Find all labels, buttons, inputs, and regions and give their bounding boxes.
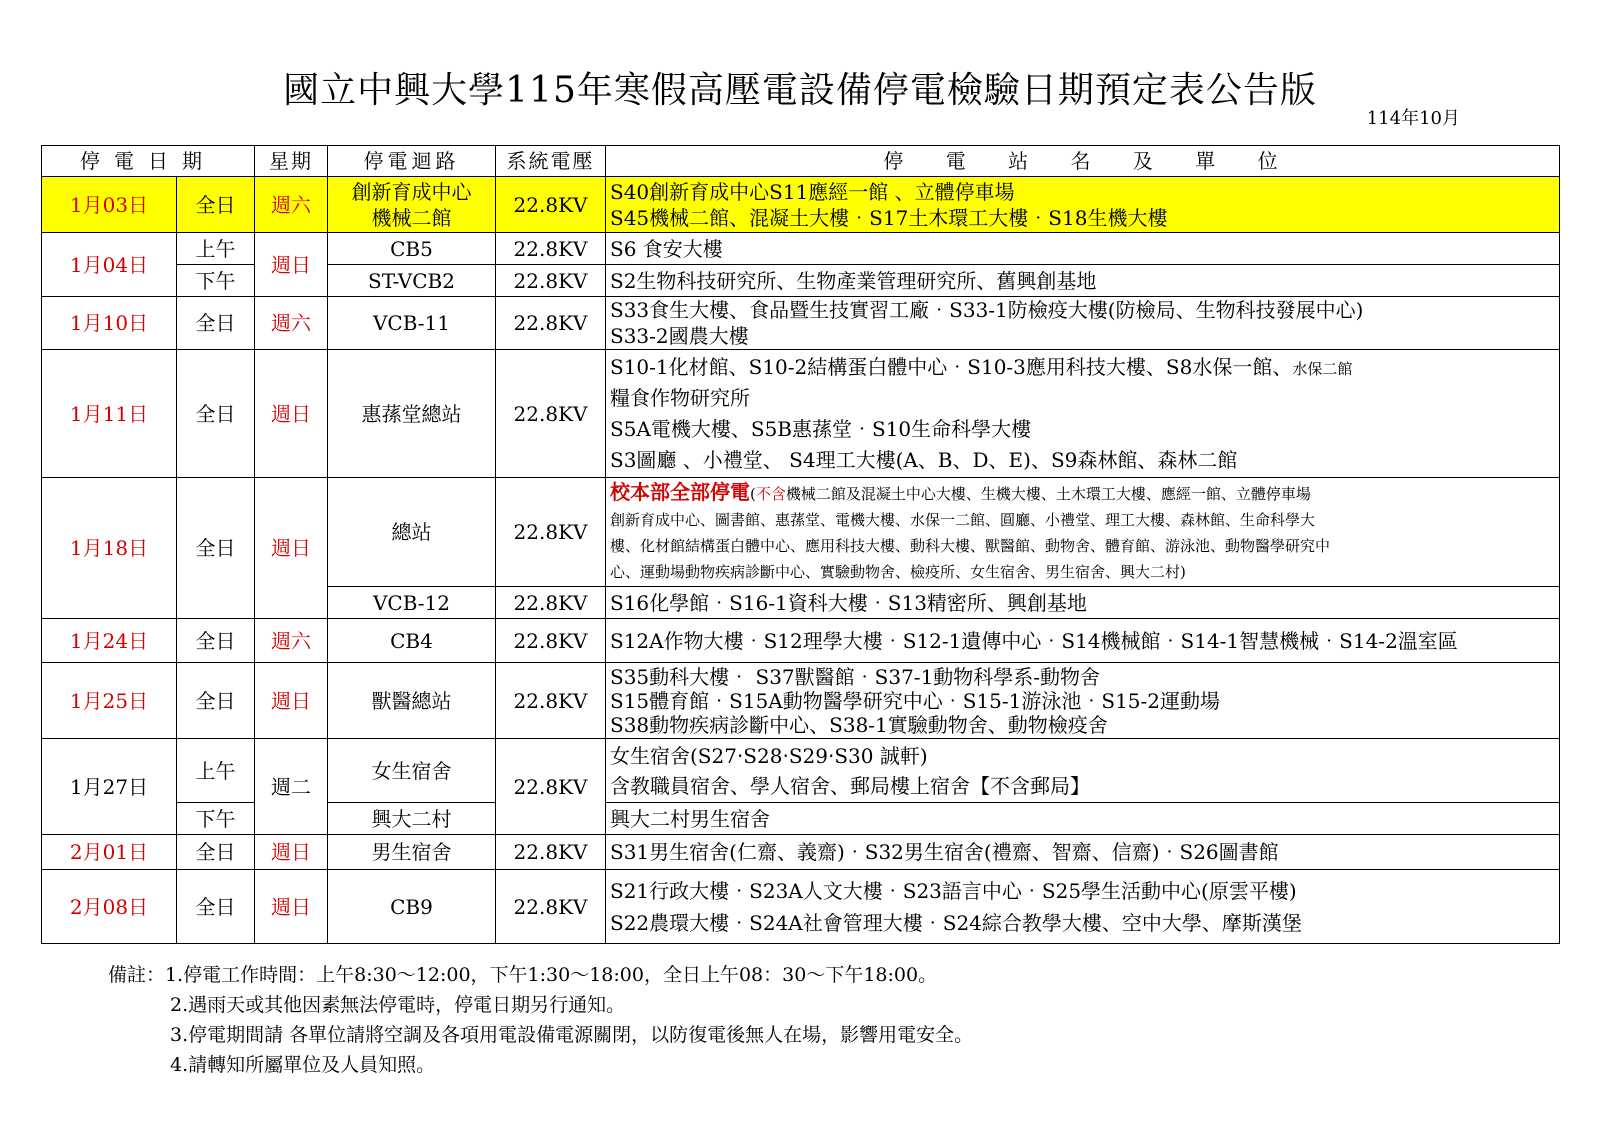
remarks [108,960,973,1080]
voltage-cell: 22.8KV [496,177,606,233]
stations-cell: S35動科大樓‧ S37獸醫館‧S37-1動物科學系-動物舍 S15體育館‧S15A動物醫學研究中心‧S15-1游泳池‧S15-2運動場 S38動物疾病診斷中心、S38-1實驗動物舍、動物檢疫舍 [606,663,1560,739]
table-row [42,478,1560,587]
voltage-cell: 22.8KV [496,265,606,297]
table-row [42,663,1560,739]
date-cell: 1月04日 [42,233,177,297]
stations-cell: 興大二村男生宿舍 [606,803,1560,835]
remark-3: 3.停電期間請 各單位請將空調及各項用電設備電源關閉，以防復電後無人在場，影響用電安全。 [170,1024,974,1046]
period-cell: 全日 [177,870,255,944]
circuit-cell: VCB-12 [328,587,496,619]
header-voltage: 系統電壓 [496,146,606,177]
date-cell: 1月03日 [42,177,177,233]
weekday-cell: 週日 [255,233,328,297]
date-cell: 1月18日 [42,478,177,619]
period-cell: 全日 [177,619,255,663]
circuit-cell: CB5 [328,233,496,265]
weekday-cell: 週六 [255,619,328,663]
circuit-cell: 總站 [328,478,496,587]
circuit-cell: 女生宿舍 [328,739,496,803]
period-cell: 全日 [177,297,255,350]
table-row [42,350,1560,478]
table-row [42,870,1560,944]
period-cell: 全日 [177,350,255,478]
weekday-cell: 週六 [255,177,328,233]
period-cell: 全日 [177,177,255,233]
weekday-cell: 週二 [255,739,328,835]
table-header [42,146,1560,177]
weekday-cell: 週日 [255,350,328,478]
weekday-cell: 週日 [255,478,328,619]
publish-date: 114年10月 [1366,108,1460,129]
circuit-cell: 創新育成中心 機械二館 [328,177,496,233]
stations-cell: 女生宿舍(S27‧S28‧S29‧S30 誠軒) 含教職員宿舍、學人宿舍、郵局樓上宿舍【不含郵局】 [606,739,1560,803]
period-cell: 上午 [177,233,255,265]
voltage-cell: 22.8KV [496,835,606,870]
date-cell: 1月11日 [42,350,177,478]
date-cell: 2月08日 [42,870,177,944]
date-cell: 1月25日 [42,663,177,739]
date-cell: 1月27日 [42,739,177,835]
stations-cell: S21行政大樓‧S23A人文大樓‧S23語言中心‧S25學生活動中心(原雲平樓) S22農環大樓‧S24A社會管理大樓‧S24綜合教學大樓、空中大學、摩斯漢堡 [606,870,1560,944]
page-title: 國立中興大學115年寒假高壓電設備停電檢驗日期預定表公告版 [283,70,1317,111]
date-cell: 1月10日 [42,297,177,350]
table-row [42,835,1560,870]
voltage-cell: 22.8KV [496,739,606,835]
voltage-cell: 22.8KV [496,478,606,587]
voltage-cell: 22.8KV [496,587,606,619]
date-cell: 2月01日 [42,835,177,870]
voltage-cell: 22.8KV [496,233,606,265]
table-row [42,739,1560,803]
circuit-cell: 獸醫總站 [328,663,496,739]
circuit-cell: CB4 [328,619,496,663]
voltage-cell: 22.8KV [496,297,606,350]
circuit-cell: ST-VCB2 [328,265,496,297]
remark-1: 備註：1.停電工作時間：上午8:30～12:00，下午1:30～18:00，全日上午08：30～下午18:00。 [108,964,938,986]
circuit-cell: 男生宿舍 [328,835,496,870]
circuit-cell: CB9 [328,870,496,944]
stations-cell: S16化學館‧S16-1資科大樓‧S13精密所、興創基地 [606,587,1560,619]
period-cell: 全日 [177,835,255,870]
voltage-cell: 22.8KV [496,350,606,478]
period-cell: 全日 [177,478,255,619]
stations-cell: S2生物科技研究所、生物產業管理研究所、舊興創基地 [606,265,1560,297]
header-stations: 停 電 站 名 及 單 位 [606,146,1560,177]
weekday-cell: 週日 [255,663,328,739]
table-row [42,619,1560,663]
period-cell: 下午 [177,803,255,835]
stations-cell: S31男生宿舍(仁齋、義齋)‧S32男生宿舍(禮齋、智齋、信齋)‧S26圖書館 [606,835,1560,870]
outage-schedule-table [41,145,1560,944]
stations-cell: S12A作物大樓‧S12理學大樓‧S12-1遺傳中心‧S14機械館‧S14-1智慧機械‧S14-2溫室區 [606,619,1560,663]
voltage-cell: 22.8KV [496,619,606,663]
stations-cell: S10-1化材館、S10-2結構蛋白體中心‧S10-3應用科技大樓、S8水保一館、水保二館 糧食作物研究所 S5A電機大樓、S5B惠蓀堂‧S10生命科學大樓 S3圖廳 、小禮堂、 S4理工大樓(A、B、D、E)、S9森林館、森林二館 [606,350,1560,478]
weekday-cell: 週六 [255,297,328,350]
table-row [42,297,1560,350]
date-cell: 1月24日 [42,619,177,663]
weekday-cell: 週日 [255,870,328,944]
period-cell: 下午 [177,265,255,297]
circuit-cell: 惠蓀堂總站 [328,350,496,478]
voltage-cell: 22.8KV [496,870,606,944]
header-weekday: 星期 [255,146,328,177]
period-cell: 全日 [177,663,255,739]
circuit-cell: 興大二村 [328,803,496,835]
stations-cell: S6 食安大樓 [606,233,1560,265]
weekday-cell: 週日 [255,835,328,870]
remark-2: 2.遇雨天或其他因素無法停電時，停電日期另行通知。 [170,994,626,1016]
stations-cell: 校本部全部停電(不含機械二館及混凝土中心大樓、生機大樓、土木環工大樓、應經一館、立體停車場 創新育成中心、圖書館、惠蓀堂、電機大樓、水保一二館、圓廳、小禮堂、理工大樓、森林館、生命科學大 樓、化材館結構蛋白體中心、應用科技大樓、動科大樓、獸醫館、動物舍、體育館、游泳池、動物醫學研究中 心、運動場動物疾病診斷中心、實驗動物舍、檢疫所、女生宿舍、男生宿舍、興大二村) [606,478,1560,587]
table-row [42,177,1560,233]
table-row [42,233,1560,265]
header-date: 停電日期 [42,146,255,177]
voltage-cell: 22.8KV [496,663,606,739]
remark-4: 4.請轉知所屬單位及人員知照。 [170,1054,436,1076]
stations-cell: S33食生大樓、食品暨生技實習工廠‧S33-1防檢疫大樓(防檢局、生物科技發展中心) S33-2國農大樓 [606,297,1560,350]
period-cell: 上午 [177,739,255,803]
header-circuit: 停電迴路 [328,146,496,177]
stations-cell: S40創新育成中心S11應經一館 、立體停車場 S45機械二館、混凝土大樓‧S17土木環工大樓‧S18生機大樓 [606,177,1560,233]
circuit-cell: VCB-11 [328,297,496,350]
